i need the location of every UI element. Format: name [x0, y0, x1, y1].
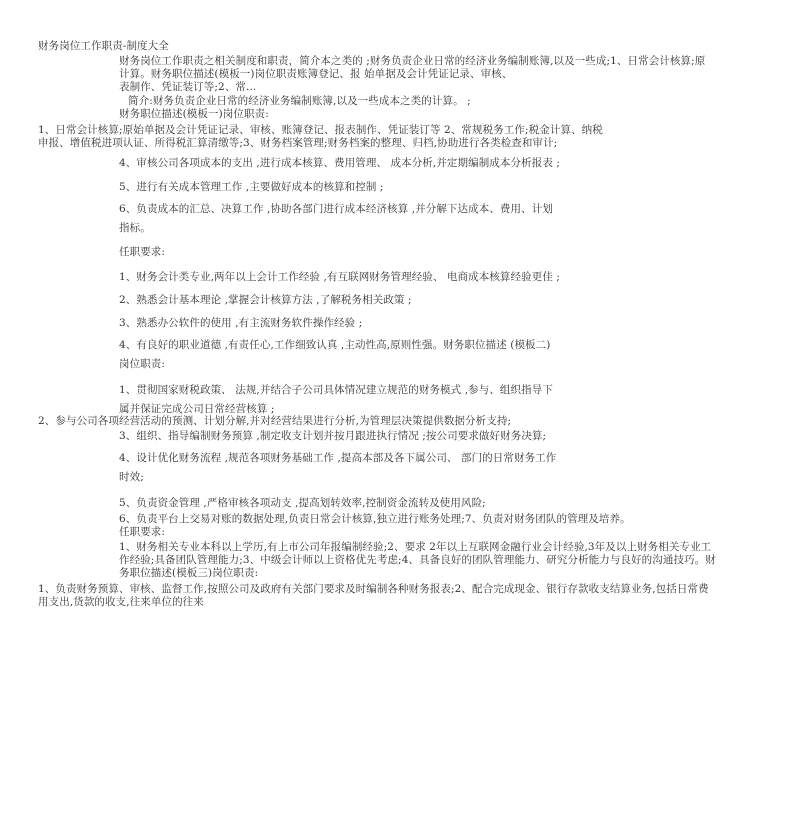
doc-line: 1、日常会计核算;原始单据及会计凭证记录、审核、账簿登记、报表制作、凭证装订等 2、常规税务工作;税金计算、纳税	[38, 124, 603, 136]
doc-line: 1、贯彻国家财税政策、 法规,并结合子公司具体情况建立规范的财务模式 ,参与、组织指导下	[119, 384, 553, 396]
doc-line: 作经验;具备团队管理能力;3、中级会计师以上资格优先考虑;4、具备良好的团队管理能力、研究分析能力与良好的沟通技巧。财	[119, 554, 716, 566]
doc-line: 属并保证完成公司日常经营核算 ;	[119, 403, 275, 415]
doc-line: 岗位职责:	[119, 358, 166, 370]
doc-line: 4、审核公司各项成本的支出 ,进行成本核算、费用管理、 成本分析,并定期编制成本分析报表 ;	[119, 157, 561, 169]
doc-line: 6、负责成本的汇总、决算工作 ,协助各部门进行成本经济核算 ,并分解下达成本、费用、计划	[119, 203, 553, 215]
doc-line: 1、财务相关专业本科以上学历,有上市公司年报编制经验;2、要求 2年以上互联网金融行业会计经验,3年及以上财务相关专业工	[119, 541, 712, 553]
doc-line: 3、熟悉办公软件的使用 ,有主流财务软件操作经验 ;	[119, 317, 363, 329]
doc-line: 3、组织、指导编制财务预算 ,制定收支计划并按月跟进执行情况 ;按公司要求做好财务决算;	[119, 430, 547, 442]
doc-line: 指标。	[119, 222, 151, 234]
doc-line: 5、负责资金管理 ,严格审核各项动支 ,提高划转效率,控制资金流转及使用风险;	[119, 497, 486, 509]
doc-line: 2、参与公司各项经营活动的预测、计划分解,并对经营结果进行分析,为管理层决策提供数据分析支持;	[38, 415, 512, 427]
doc-line: 财务职位描述(模板一)岗位职责:	[119, 108, 269, 120]
doc-line: 用支出,货款的收支,往来单位的往来	[38, 596, 204, 608]
doc-line: 计算。财务职位描述(模板一)岗位职责账簿登记、报 始单据及会计凭证记录、审核、	[119, 68, 513, 80]
doc-line: 时效;	[119, 471, 144, 483]
doc-line: 任职要求:	[119, 526, 166, 538]
doc-line: 4、有良好的职业道德 ,有责任心,工作细致认真 ,主动性高,原则性强。财务职位描述 (模板二)	[119, 339, 551, 351]
doc-line: 财务岗位工作职责之相关制度和职责，简介本之类的 ;财务负责企业日常的经济业务编制账簿,以及一些成;1、日常会计核算;原	[119, 55, 706, 67]
doc-line: 1、负责财务预算、审核、监督工作,按照公司及政府有关部门要求及时编制各种财务报表;2、配合完成现金、银行存款收支结算业务,包括日常费	[38, 583, 709, 595]
doc-line: 5、进行有关成本管理工作 ,主要做好成本的核算和控制 ;	[119, 181, 384, 193]
doc-title: 财务岗位工作职责-制度大全	[38, 40, 169, 52]
doc-line: 1、财务会计类专业,两年以上会计工作经验 ,有互联网财务管理经验、 电商成本核算经验更佳 ;	[119, 271, 561, 283]
doc-line: 2、熟悉会计基本理论 ,掌握会计核算方法 ,了解税务相关政策 ;	[119, 294, 412, 306]
doc-line: 6、负责平台上交易对账的数据处理,负责日常会计核算,独立进行账务处理;7、负责对财务团队的管理及培养。	[119, 513, 631, 525]
doc-line: 任职要求:	[119, 246, 166, 258]
doc-line: 4、设计优化财务流程 ,规范各项财务基础工作 ,提高本部及各下属公司、 部门的日常财务工作	[119, 452, 557, 464]
doc-line: 申报、增值税进项认证、所得税汇算清缴等;3、财务档案管理;财务档案的整理、归档,协助进行各类检查和审计;	[38, 137, 558, 149]
doc-line: 简介:财务负责企业日常的经济业务编制账簿,以及一些成本之类的计算。 ;	[128, 95, 471, 107]
doc-line: 表制作、凭证装订等;2、常...	[119, 81, 257, 93]
doc-line: 务职位描述(模板三)岗位职责:	[119, 567, 259, 579]
